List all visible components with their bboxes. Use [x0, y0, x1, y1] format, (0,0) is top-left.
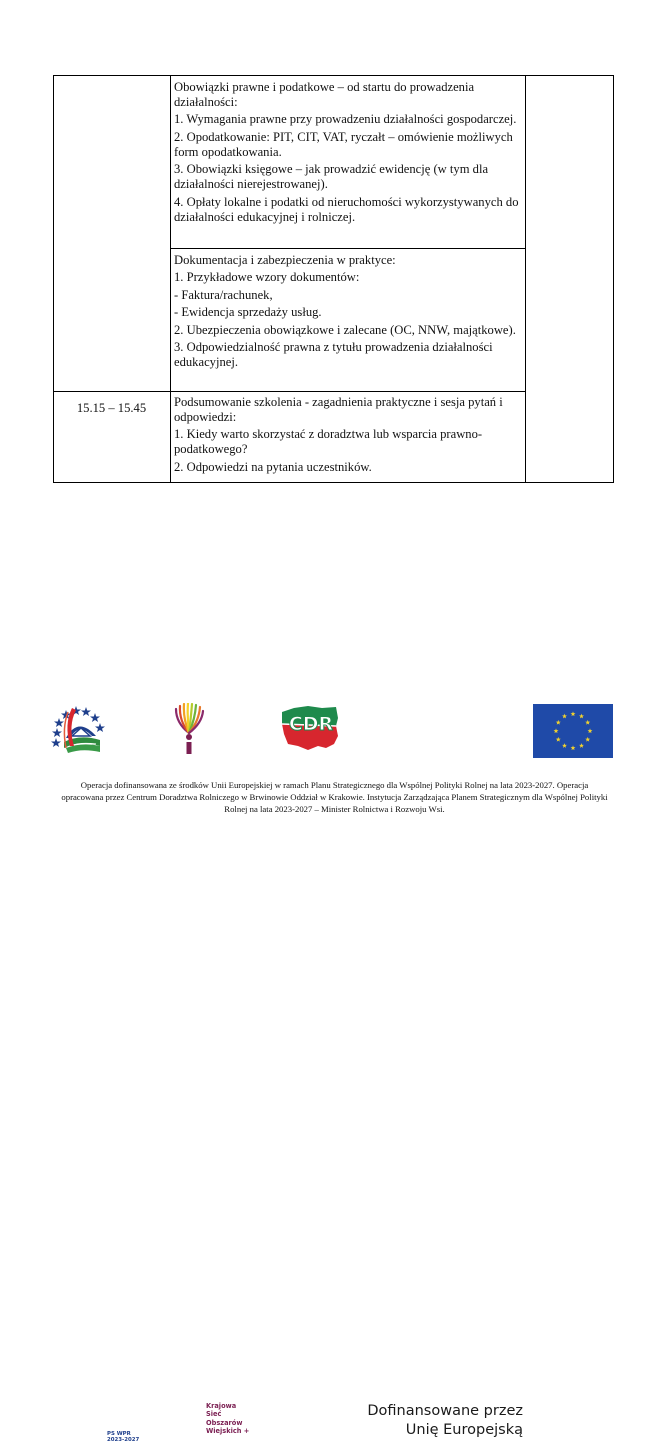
ksow-logo-icon — [172, 703, 206, 755]
row-title: Podsumowanie szkolenia - zagadnienia praktyczne i sesja pytań i odpowiedzi: — [174, 395, 503, 424]
eu-flag-icon — [533, 704, 613, 758]
cdr-logo-text: CDR — [288, 713, 334, 735]
table-border-right — [613, 75, 614, 483]
ksow-caption — [206, 1402, 249, 1436]
ksow-line: Sieć — [206, 1410, 222, 1419]
row-item: 1. Przykładowe wzory dokumentów: — [174, 270, 360, 285]
eu-line1: Dofinansowane przez — [367, 1403, 523, 1419]
table-border-bottom — [53, 482, 613, 483]
ksow-line: Wiejskich + — [206, 1427, 250, 1436]
row-time: 15.15 – 15.45 — [76, 401, 147, 415]
table-row — [174, 80, 519, 227]
ps-wpr-line2: 2023-2027 — [107, 1437, 140, 1444]
row-item: 2. Odpowiedzi na pytania uczestników. — [174, 459, 372, 474]
eu-line2: Unię Europejską — [405, 1422, 523, 1438]
funding-footer: Operacja dofinansowana ze środków Unii Europejskiej w ramach Planu Strategicznego dla Wspólnej Polityki Rolnej na lata 2023-2027. Operacja opracowana przez Centrum Doradztwa Rolniczego w Brwinowie Oddział w Krakowie. Instytucja Zarządzająca Planem Strategicznym dla Wspólnej Polityki Rolnej na lata 2023-2027 – Minister Rolnictwa i Rozwoju Wsi. — [61, 780, 608, 814]
row-item: 4. Opłaty lokalne i podatki od nieruchomości wykorzystywanych do działalności edukacyjnej i rolniczej. — [174, 194, 519, 224]
table-row — [174, 395, 519, 477]
row-divider-2 — [53, 391, 526, 392]
table-border-top — [53, 75, 613, 76]
agenda-table — [53, 75, 613, 482]
ksow-line: Krajowa — [206, 1402, 237, 1410]
row-title: Dokumentacja i zabezpieczenia w praktyce: — [174, 253, 396, 267]
cdr-logo-icon — [278, 704, 340, 752]
row-item: - Faktura/rachunek, — [174, 287, 273, 302]
row-divider-1 — [170, 248, 526, 249]
column-divider-notes — [525, 75, 526, 483]
row-item: - Ewidencja sprzedaży usług. — [174, 305, 322, 320]
ps-wpr-logo-icon — [50, 702, 108, 754]
column-divider-time — [170, 75, 171, 483]
row-item: 2. Ubezpieczenia obowiązkowe i zalecane (OC, NNW, majątkowe). — [174, 322, 516, 337]
ksow-line: Obszarów — [206, 1418, 243, 1427]
ps-wpr-caption — [107, 1431, 139, 1444]
row-item: 1. Kiedy warto skorzystać z doradztwa lub wsparcia prawno-podatkowego? — [174, 427, 483, 457]
table-border-left — [53, 75, 54, 483]
eu-funding-caption — [366, 1402, 523, 1440]
ps-wpr-line1: PS WPR — [107, 1431, 131, 1437]
row-title: Obowiązki prawne i podatkowe – od startu do prowadzenia działalności: — [174, 80, 475, 109]
row-item: 2. Opodatkowanie: PIT, CIT, VAT, ryczałt – omówienie możliwych form opodatkowania. — [174, 129, 513, 159]
row-item: 3. Odpowiedzialność prawna z tytułu prowadzenia działalności edukacyjnej. — [174, 339, 493, 369]
row-item: 3. Obowiązki księgowe – jak prowadzić ewidencję (w tym dla działalności nierejestrowanej). — [174, 162, 489, 192]
row-item: 1. Wymagania prawne przy prowadzeniu działalności gospodarczej. — [174, 112, 517, 127]
table-row — [174, 253, 519, 372]
